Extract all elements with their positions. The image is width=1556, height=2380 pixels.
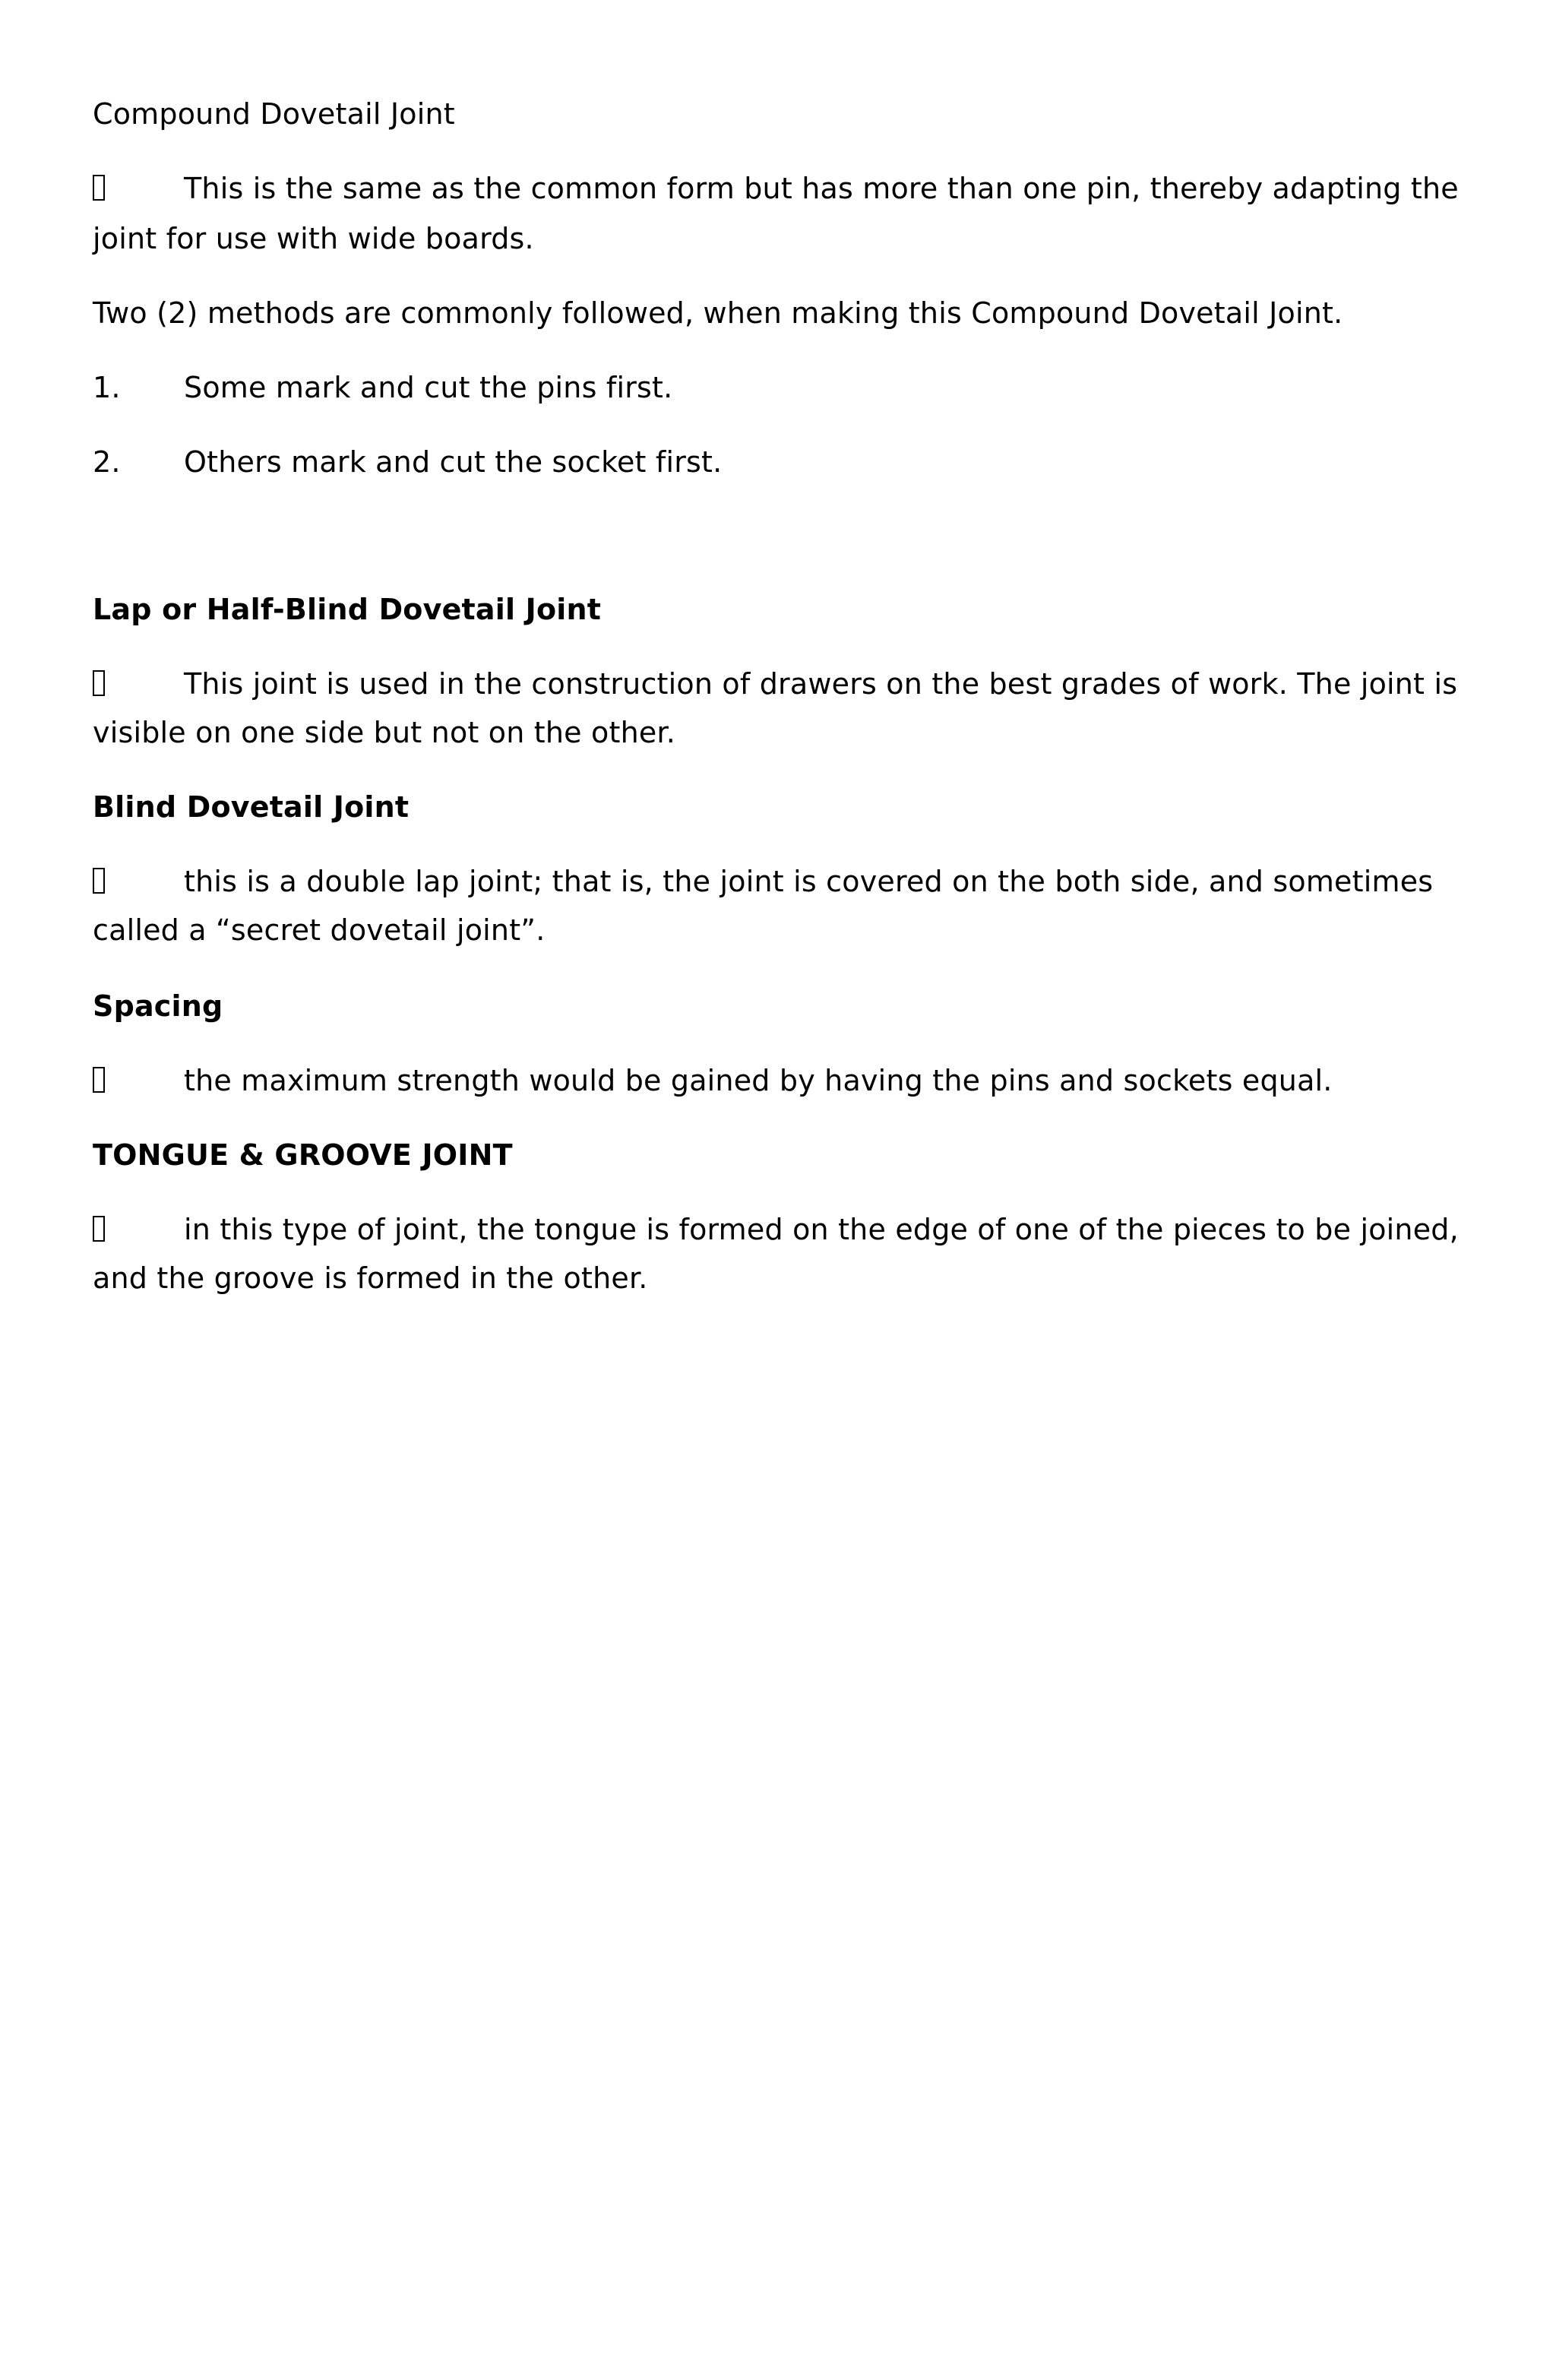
tongue-bullet-text-line2: and the groove is formed in the other.: [93, 1261, 648, 1295]
lap-bullet-text-line1: This joint is used in the construction of drawers on the best grades of work. The joint is: [184, 667, 1458, 701]
heading-tongue-groove: TONGUE & GROOVE JOINT: [93, 1138, 513, 1172]
heading-lap-dovetail: Lap or Half-Blind Dovetail Joint: [93, 593, 602, 626]
tongue-bullet-text-line1: in this type of joint, the tongue is formed on the edge of one of the pieces to be joined,: [184, 1213, 1459, 1246]
method-number: 1.: [93, 371, 121, 404]
bullet-box-icon: [93, 1216, 105, 1242]
methods-intro: Two (2) methods are commonly followed, when making this Compound Dovetail Joint.: [93, 296, 1343, 330]
lap-bullet-item: [93, 660, 1460, 708]
bullet-box-icon: [93, 868, 105, 894]
method-item-1: [93, 363, 1460, 412]
tongue-bullet-item: [93, 1205, 1460, 1254]
compound-bullet-text-line1: This is the same as the common form but has more than one pin, thereby adapting the: [184, 172, 1459, 205]
spacing-bullet-text: the maximum strength would be gained by having the pins and sockets equal.: [184, 1064, 1333, 1097]
compound-bullet-item: [93, 164, 1460, 213]
method-number: 2.: [93, 445, 121, 479]
method-text: Others mark and cut the socket first.: [184, 445, 723, 479]
compound-bullet-text-line2: joint for use with wide boards.: [93, 222, 534, 255]
heading-spacing: Spacing: [93, 989, 223, 1023]
spacing-bullet-item: [93, 1056, 1460, 1105]
bullet-box-icon: [93, 1067, 105, 1093]
method-item-2: [93, 438, 1460, 486]
lap-bullet-text-line2: visible on one side but not on the other.: [93, 716, 676, 749]
heading-compound-dovetail: Compound Dovetail Joint: [93, 97, 455, 131]
blind-bullet-text-line2: called a “secret dovetail joint”.: [93, 913, 546, 947]
bullet-box-icon: [93, 175, 105, 201]
heading-blind-dovetail: Blind Dovetail Joint: [93, 790, 410, 824]
blind-bullet-item: [93, 857, 1460, 906]
bullet-box-icon: [93, 670, 105, 696]
method-text: Some mark and cut the pins first.: [184, 371, 673, 404]
blind-bullet-text-line1: this is a double lap joint; that is, the joint is covered on the both side, and sometimes: [184, 865, 1434, 898]
